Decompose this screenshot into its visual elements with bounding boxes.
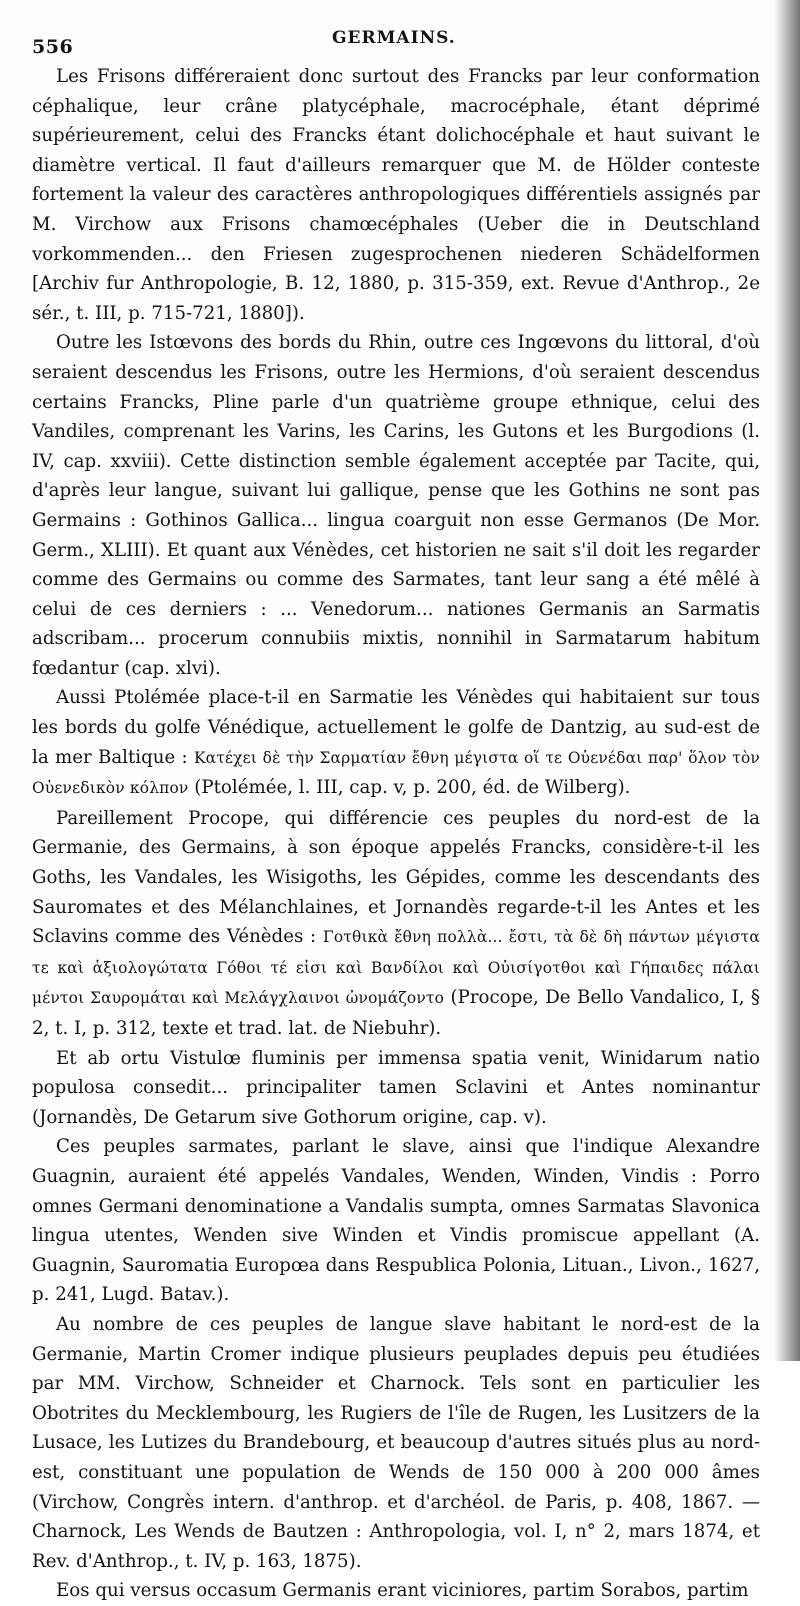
running-title: GERMAINS. [332, 28, 456, 48]
paragraph-frisons: Les Frisons différeraient donc surtout des Francks par leur conformation céphalique, leur crâne platycéphale, macrocéphale, étant déprimé supérieurement, celui des Francks étant dolichocéphale et haut suivant le diamètre vertical. Il faut d'ailleurs remarquer que M. de Hölder conteste fortement la valeur des caractères anthropologiques différentiels assignés par M. Virchow aux Frisons chamœcéphales (Ueber die in Deutschland vorkommenden... den Friesen zugesprochenen niederen Schädelformen [Archiv fur Anthropologie, B. 12, 1880, p. 315-359, ext. Revue d'Anthrop., 2e sér., t. III, p. 715-721, 1880]). [32, 66, 760, 324]
paragraph-guagnin: Ces peuples sarmates, parlant le slave, ainsi que l'indique Alexandre Guagnin, auraient été appelés Vandales, Wenden, Winden, Vindis : Porro omnes Germani denominatione a Vandalis sumpta, omnes Sarmatas Slavonica lingua utentes, Wenden sive Winden et Vindis promiscue appellant (A. Guagnin, Sauromatia Europœa dans Respublica Polonia, Lituan., Livon., 1627, p. 241, Lugd. Batav.). [32, 1136, 760, 1306]
paragraph-cromer: Au nombre de ces peuples de langue slave habitant le nord-est de la Germanie, Martin Cromer indique plusieurs peuplades depuis peu étudiées par MM. Virchow, Schneider et Charnock. Tels sont en particulier les Obotrites du Mecklembourg, les Rugiers de l'île de Rugen, les Lusitzers de la Lusace, les Lutizes du Brandebourg, et beaucoup d'autres situés plus au nord-est, constituant une population de Wends de 150 000 à 200 000 âmes (Virchow, Congrès intern. d'anthrop. et d'archéol. de Paris, p. 408, 1867. — Charnock, Les Wends de Bautzen : Anthropologia, vol. I, n° 2, mars 1874, et Rev. d'Anthrop., t. IV, p. 163, 1875). [32, 1313, 760, 1572]
paragraph-istaevons: Outre les Istœvons des bords du Rhin, outre ces Ingœvons du littoral, d'où seraient descendus les Frisons, outre les Hermions, d'où seraient descendus certains Francks, Pline parle d'un quatrième groupe ethnique, celui des Vandiles, comprenant les Varins, les Carins, les Gutons et les Burgodions (l. IV, cap. xxviii). Cette distinction semble également acceptée par Tacite, qui, d'après leur langue, suivant lui gallique, pense que les Gothins ne sont pas Germains : Gothinos Gallica... lingua coarguit non esse Germanos (De Mor. Germ., XLIII). Et quant aux Vénèdes, cet historien ne sait s'il doit les regarder comme des Germains ou comme des Sarmates, tant leur sang a été mêlé à celui de ces derniers : ... Venedorum... nationes Germanis an Sarmatis adscribam... procerum connubiis mixtis, nonnihil in Sarmatarum habitum fœdantur (cap. xlvi). [32, 332, 760, 679]
greek-quote-ptolemee: Κατέχει δὲ τὴν Σαρματίαν ἔθνη μέγιστα οἵ τε Οὐενέδαι παρ' ὅλον τὸν Οὐενεδικὸν κόλπον [32, 748, 760, 798]
body-text [32, 62, 760, 1606]
greek-quote-procope: Γοτθικὰ ἔθνη πολλὰ... ἔστι, τὰ δὲ δὴ πάντων μέγιστα τε καὶ ἀξιολογώτατα Γόθοι τέ εἰσι καὶ Βανδίλοι καὶ Οὐισίγοτθοι καὶ Γήπαιδες πάλαι μέντοι Σαυρομάται καὶ Μελάγχλαινοι ὠνομάζοντο [32, 928, 760, 1008]
page-number: 556 [32, 36, 74, 58]
paragraph-procope: Pareillement Procope, qui différencie ces peuples du nord-est de la Germanie, des Germains, à son époque appelés Francks, considère-t-il les Goths, les Vandales, les Wisigoths, les Gépides, comme les descendants des Sauromates et des Mélanchlaines, et Jornandès regarde-t-il les Antes et les Sclavins comme des Vénèdes : Γοτθικὰ ἔθνη πολλὰ... ἔστι, τὰ δὲ δὴ πάντων μέγιστα τε καὶ ἀξιολογώτατα Γόθοι τέ εἰσι καὶ Βανδίλοι καὶ Οὐισίγοτθοι καὶ Γήπαιδες πάλαι μέντοι Σαυρομάται καὶ Μελάγχλαινοι ὠνομάζοντο (Procope, De Bello Vandalico, I, § 2, t. I, p. 312, texte et trad. lat. de Niebuhr). [32, 807, 760, 1039]
paragraph-jornandes: Et ab ortu Vistulœ fluminis per immensa spatia venit, Winidarum natio populosa consedit... principaliter tamen Sclavini et Antes nominantur (Jornandès, De Getarum sive Gothorum origine, cap. v). [32, 1047, 760, 1128]
paragraph-sorabos: Eos qui versus occasum Germanis erant viciniores, partim Sorabos, partim [56, 1580, 749, 1602]
page-edge-shadow [774, 0, 800, 1361]
paragraph-ptolemee: Aussi Ptolémée place-t-il en Sarmatie les Vénèdes qui habitaient sur tous les bords du golfe Vénédique, actuellement le golfe de Dantzig, au sud-est de la mer Baltique : Κατέχει δὲ τὴν Σαρματίαν ἔθνη μέγιστα οἵ τε Οὐενέδαι παρ' ὅλον τὸν Οὐενεδικὸν κόλπον (Ptolémée, l. III, cap. v, p. 200, éd. de Wilberg). [32, 687, 760, 799]
page-header [32, 22, 762, 58]
